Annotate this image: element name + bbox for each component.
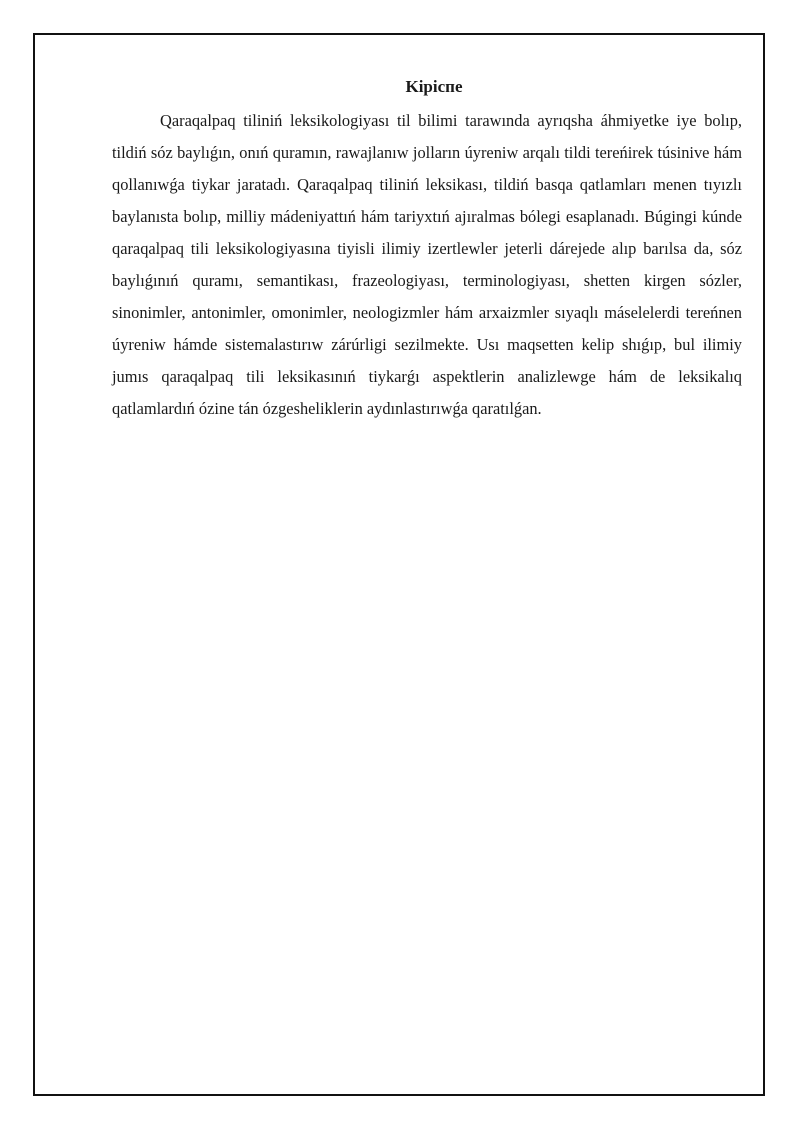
document-content: [112, 76, 742, 425]
body-paragraph: Qaraqalpaq tiliniń leksikologiyası til bilimi tarawında ayrıqsha áhmiyetke iye bolıp, tildiń sóz baylıǵın, onıń quramın, rawajlanıw jolların úyreniw arqalı tildi tereńirek túsinive hám qollanıwǵa tiykar jaratadı. Qaraqalpaq tiliniń leksikası, tildiń basqa qatlamları menen tıyızlı baylanısta bolıp, milliy mádeniyattıń hám tariyxtıń ajıralmas bólegi esaplanadı. Búgingi kúnde qaraqalpaq tili leksikologiyasına tiyisli ilimiy izertlewler jeterli dárejede alıp barılsa da, sóz baylıǵınıń quramı, semantikası, frazeologiyası, terminologiyası, shetten kirgen sózler, sinonimler, antonimler, omonimler, neologizmler hám arxaizmler sıyaqlı máselelerdi tereńnen úyreniw hámde sistemalastırıw zárúrligi sezilmekte. Usı maqsetten kelip shıǵıp, bul ilimiy jumıs qaraqalpaq tili leksikasınıń tiykarǵı aspektlerin analizlewge hám de leksikalıq qatlamlardıń ózine tán ózgesheliklerin aydınlastırıwǵa qaratılǵan.: [112, 111, 742, 418]
document-title: Kipicпe: [405, 77, 463, 96]
